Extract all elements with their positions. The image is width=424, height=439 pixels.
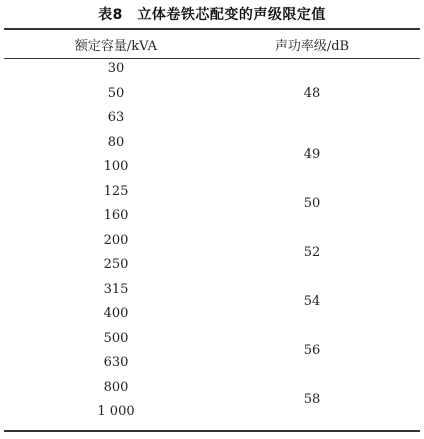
noise-cell: 49 <box>303 147 321 162</box>
capacity-cell: 160 <box>103 208 129 223</box>
noise-cell: 56 <box>303 343 321 358</box>
capacity-cell: 30 <box>107 61 125 76</box>
capacity-cell: 800 <box>103 380 129 395</box>
capacity-cell: 63 <box>107 110 125 125</box>
table-top-rule <box>4 28 420 30</box>
header-capacity: 额定容量/kVA <box>74 39 158 54</box>
capacity-cell: 250 <box>103 257 129 272</box>
capacity-cell: 80 <box>107 135 125 150</box>
table-header-rule <box>4 58 420 59</box>
capacity-cell: 500 <box>103 331 129 346</box>
capacity-cell: 400 <box>103 306 129 321</box>
capacity-cell: 200 <box>103 233 129 248</box>
capacity-cell: 1 000 <box>97 404 135 419</box>
capacity-cell: 100 <box>103 159 129 174</box>
capacity-cell: 315 <box>103 282 129 297</box>
noise-cell: 52 <box>303 245 321 260</box>
noise-cell: 58 <box>303 392 321 407</box>
noise-cell: 48 <box>303 86 321 101</box>
header-noise: 声功率级/dB <box>274 39 350 54</box>
capacity-cell: 50 <box>107 86 125 101</box>
capacity-cell: 125 <box>103 184 129 199</box>
noise-cell: 50 <box>303 196 321 211</box>
capacity-cell: 630 <box>103 355 129 370</box>
table-bottom-rule <box>4 430 420 432</box>
table-caption: 表8 立体卷铁芯配变的声级限定值 <box>98 7 326 23</box>
noise-cell: 54 <box>303 294 321 309</box>
